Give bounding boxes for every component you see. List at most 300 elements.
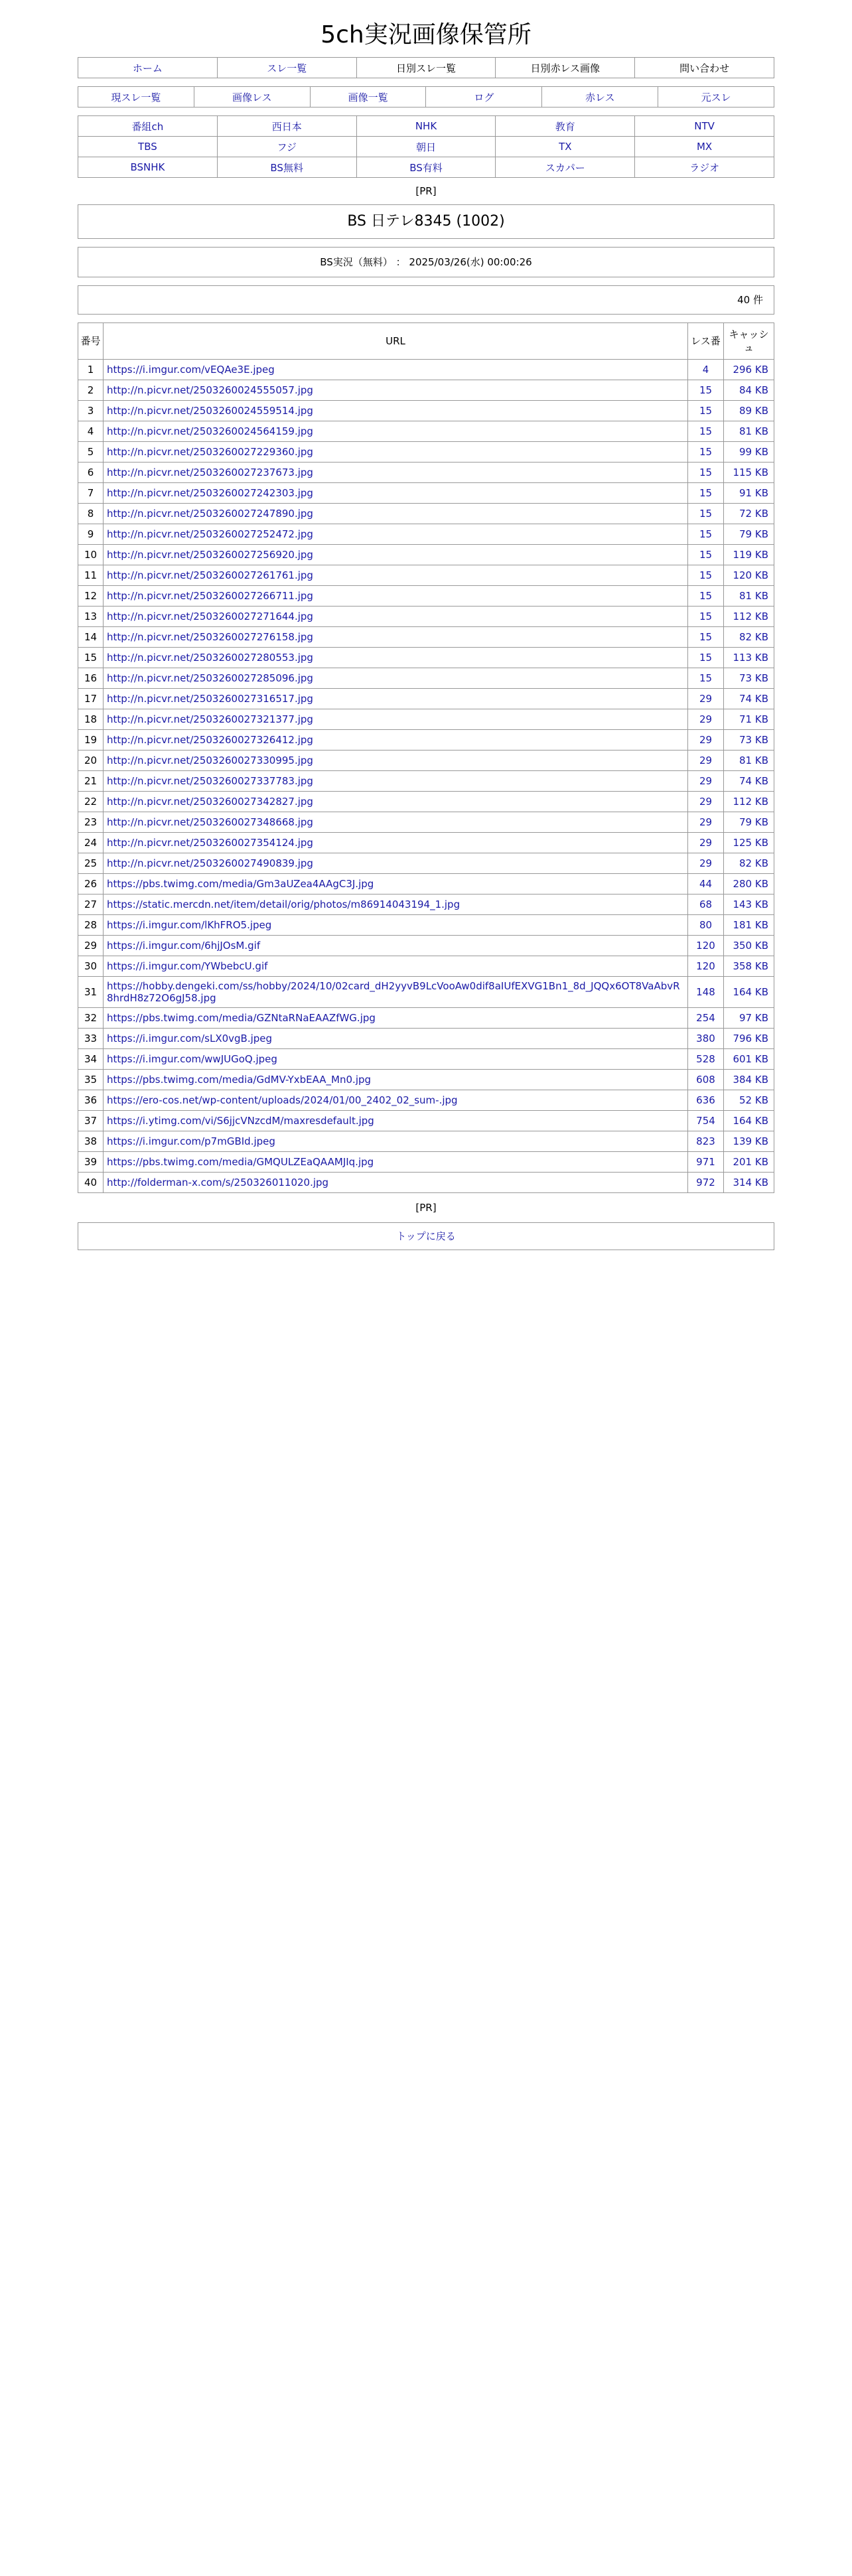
cache-size-link[interactable]: 74 KB — [739, 775, 768, 787]
res-number-link[interactable]: 15 — [699, 528, 713, 540]
image-url-link-cell[interactable] — [104, 709, 688, 730]
table-row — [78, 792, 774, 812]
cache-size-link[interactable]: 181 KB — [733, 919, 768, 931]
res-number-link-cell[interactable] — [688, 956, 724, 977]
cache-size-link-cell[interactable] — [724, 565, 774, 586]
cache-size-link-cell[interactable] — [724, 1049, 774, 1070]
res-number-link-cell[interactable] — [688, 1070, 724, 1090]
cache-size-link-cell[interactable] — [724, 401, 774, 421]
col-url: URL — [104, 323, 688, 360]
res-number-link-cell[interactable] — [688, 1090, 724, 1111]
image-url-link-cell[interactable] — [104, 380, 688, 401]
res-number-link[interactable]: 254 — [696, 1012, 715, 1024]
table-row — [78, 668, 774, 689]
res-number-link[interactable]: 15 — [699, 384, 713, 396]
cache-size-link-cell[interactable] — [724, 936, 774, 956]
image-url-link[interactable]: https://i.imgur.com/sLX0vgB.jpeg — [107, 1033, 273, 1044]
image-url-link[interactable]: http://n.picvr.net/2503260027229360.jpg — [107, 446, 313, 458]
res-number-link-cell[interactable] — [688, 915, 724, 936]
image-url-link[interactable]: http://n.picvr.net/2503260027326412.jpg — [107, 734, 313, 746]
row-number: 18 — [84, 713, 98, 725]
image-url-link[interactable]: https://pbs.twimg.com/media/Gm3aUZea4AAgC3J.jpg — [107, 878, 374, 890]
image-url-link-cell[interactable] — [104, 1173, 688, 1193]
res-number-link-cell[interactable] — [688, 401, 724, 421]
image-url-link-cell[interactable] — [104, 853, 688, 874]
cache-size-link-cell[interactable] — [724, 463, 774, 483]
cache-size-link[interactable]: 82 KB — [739, 631, 768, 643]
res-number-link[interactable]: 15 — [699, 487, 713, 499]
cache-size-link[interactable]: 74 KB — [739, 693, 768, 705]
image-url-link[interactable]: http://n.picvr.net/2503260027342827.jpg — [107, 796, 313, 808]
cache-size-link[interactable]: 358 KB — [733, 960, 768, 972]
res-number-link[interactable]: 29 — [699, 796, 713, 808]
thread-title: BS 日テレ8345 (1002) — [78, 204, 774, 239]
cache-size-link-cell[interactable] — [724, 607, 774, 627]
image-url-link[interactable]: http://n.picvr.net/2503260027261761.jpg — [107, 569, 313, 581]
res-number-link[interactable]: 44 — [699, 878, 713, 890]
image-url-link-cell[interactable] — [104, 1029, 688, 1049]
channel-link[interactable]: TBS — [78, 137, 218, 157]
channel-link[interactable]: 朝日 — [356, 137, 496, 157]
image-url-link-cell[interactable] — [104, 915, 688, 936]
res-number-link-cell[interactable] — [688, 874, 724, 894]
image-url-link[interactable]: https://i.imgur.com/lKhFRO5.jpeg — [107, 919, 272, 931]
res-number-link[interactable]: 15 — [699, 590, 713, 602]
image-url-link[interactable]: https://static.mercdn.net/item/detail/orig/photos/m86914043194_1.jpg — [107, 898, 461, 910]
res-number-link[interactable]: 15 — [699, 466, 713, 478]
cache-size-link[interactable]: 99 KB — [739, 446, 768, 458]
res-number-link[interactable]: 15 — [699, 672, 713, 684]
res-number-link-cell[interactable] — [688, 627, 724, 648]
res-number-link[interactable]: 15 — [699, 569, 713, 581]
channel-link[interactable]: NTV — [635, 116, 774, 137]
image-url-link[interactable]: http://n.picvr.net/2503260027242303.jpg — [107, 487, 313, 499]
image-url-link[interactable]: http://n.picvr.net/2503260024559514.jpg — [107, 405, 313, 417]
cache-size-link-cell[interactable] — [724, 833, 774, 853]
image-url-link-cell[interactable] — [104, 936, 688, 956]
cache-size-link[interactable]: 115 KB — [733, 466, 768, 478]
cache-size-link-cell[interactable] — [724, 586, 774, 607]
image-url-link[interactable]: http://n.picvr.net/2503260027354124.jpg — [107, 837, 313, 849]
nav-red-res[interactable]: 赤レス — [542, 87, 658, 107]
res-number-link[interactable]: 15 — [699, 405, 713, 417]
page-container — [78, 20, 774, 1250]
cache-size-link-cell[interactable] — [724, 524, 774, 545]
res-number-link-cell[interactable] — [688, 792, 724, 812]
image-url-link[interactable]: http://n.picvr.net/2503260027271644.jpg — [107, 610, 313, 622]
row-number-cell — [78, 751, 104, 771]
cache-size-link-cell[interactable] — [724, 709, 774, 730]
nav-current-threads[interactable]: 現スレ一覧 — [78, 87, 194, 107]
cache-size-link-cell[interactable] — [724, 1070, 774, 1090]
channel-link[interactable]: 教育 — [496, 116, 635, 137]
image-url-link[interactable]: https://pbs.twimg.com/media/GZNtaRNaEAAZfWG.jpg — [107, 1012, 376, 1024]
row-number: 11 — [84, 569, 98, 581]
cache-size-link-cell[interactable] — [724, 1111, 774, 1131]
cache-size-link[interactable]: 143 KB — [733, 898, 768, 910]
nav-log[interactable]: ログ — [426, 87, 542, 107]
image-url-link-cell[interactable] — [104, 421, 688, 442]
res-number-link[interactable]: 15 — [699, 549, 713, 561]
channel-link[interactable]: 番組ch — [78, 116, 218, 137]
image-url-link-cell[interactable] — [104, 812, 688, 833]
image-url-link[interactable]: https://pbs.twimg.com/media/GMQULZEaQAAMJIq.jpg — [107, 1156, 374, 1168]
image-url-link-cell[interactable] — [104, 483, 688, 504]
res-number-link-cell[interactable] — [688, 730, 724, 751]
image-url-link-cell[interactable] — [104, 607, 688, 627]
cache-size-link-cell[interactable] — [724, 1131, 774, 1152]
image-url-link[interactable]: http://n.picvr.net/2503260027280553.jpg — [107, 652, 313, 664]
table-row — [78, 956, 774, 977]
image-url-link[interactable]: https://ero-cos.net/wp-content/uploads/2024/01/00_2402_02_sum-.jpg — [107, 1094, 458, 1106]
table-row — [78, 894, 774, 915]
image-url-link[interactable]: https://i.imgur.com/6hjJOsM.gif — [107, 940, 261, 952]
res-number-link[interactable]: 15 — [699, 631, 713, 643]
row-number: 26 — [84, 878, 98, 890]
cache-size-link[interactable]: 113 KB — [733, 652, 768, 664]
res-number-link-cell[interactable] — [688, 565, 724, 586]
cache-size-link-cell[interactable] — [724, 380, 774, 401]
image-url-link[interactable]: http://n.picvr.net/2503260027321377.jpg — [107, 713, 313, 725]
res-number-link[interactable]: 29 — [699, 775, 713, 787]
image-url-link-cell[interactable] — [104, 833, 688, 853]
cache-size-link[interactable]: 164 KB — [733, 986, 768, 998]
image-url-link-cell[interactable] — [104, 1070, 688, 1090]
image-url-link-cell[interactable] — [104, 1152, 688, 1173]
res-number-link-cell[interactable] — [688, 1111, 724, 1131]
image-url-link[interactable]: https://i.ytimg.com/vi/S6jjcVNzcdM/maxresdefault.jpg — [107, 1115, 374, 1127]
image-url-link[interactable]: https://i.imgur.com/p7mGBId.jpeg — [107, 1135, 275, 1147]
row-number: 37 — [84, 1115, 98, 1127]
image-url-link[interactable]: http://n.picvr.net/2503260027316517.jpg — [107, 693, 313, 705]
res-number-link-cell[interactable] — [688, 689, 724, 709]
res-number-link[interactable]: 754 — [696, 1115, 715, 1127]
image-url-link-cell[interactable] — [104, 1049, 688, 1070]
res-number-link-cell[interactable] — [688, 1131, 724, 1152]
cache-size-link-cell[interactable] — [724, 1008, 774, 1029]
res-number-link-cell[interactable] — [688, 442, 724, 463]
row-number-cell — [78, 380, 104, 401]
res-number-link[interactable]: 15 — [699, 610, 713, 622]
cache-size-link-cell[interactable] — [724, 977, 774, 1008]
cache-size-link[interactable]: 79 KB — [739, 816, 768, 828]
cache-size-link[interactable]: 384 KB — [733, 1074, 768, 1086]
image-url-link-cell[interactable] — [104, 668, 688, 689]
image-url-link-cell[interactable] — [104, 504, 688, 524]
image-url-link-cell[interactable] — [104, 586, 688, 607]
image-url-link-cell[interactable] — [104, 565, 688, 586]
image-url-link[interactable]: https://i.imgur.com/YWbebcU.gif — [107, 960, 268, 972]
cache-size-link-cell[interactable] — [724, 483, 774, 504]
cache-size-link[interactable]: 81 KB — [739, 425, 768, 437]
row-number: 27 — [84, 898, 98, 910]
res-number-link-cell[interactable] — [688, 1152, 724, 1173]
cache-size-link[interactable]: 84 KB — [739, 384, 768, 396]
res-number-link-cell[interactable] — [688, 936, 724, 956]
row-number: 1 — [87, 364, 94, 376]
cache-size-link-cell[interactable] — [724, 894, 774, 915]
image-url-link[interactable]: http://n.picvr.net/2503260024555057.jpg — [107, 384, 313, 396]
res-number-link-cell[interactable] — [688, 751, 724, 771]
image-url-link-cell[interactable] — [104, 956, 688, 977]
res-number-link-cell[interactable] — [688, 504, 724, 524]
image-url-link-cell[interactable] — [104, 524, 688, 545]
cache-size-link-cell[interactable] — [724, 442, 774, 463]
cache-size-link[interactable]: 164 KB — [733, 1115, 768, 1127]
res-number-link[interactable]: 971 — [696, 1156, 715, 1168]
image-url-link-cell[interactable] — [104, 977, 688, 1008]
image-url-link-cell[interactable] — [104, 1090, 688, 1111]
image-url-link[interactable]: https://i.imgur.com/wwJUGoQ.jpeg — [107, 1053, 277, 1065]
res-number-link-cell[interactable] — [688, 380, 724, 401]
cache-size-link[interactable]: 601 KB — [733, 1053, 768, 1065]
cache-size-link[interactable]: 125 KB — [733, 837, 768, 849]
cache-size-link[interactable]: 119 KB — [733, 549, 768, 561]
nav-image-list[interactable]: 画像一覧 — [310, 87, 426, 107]
cache-size-link-cell[interactable] — [724, 792, 774, 812]
image-url-link[interactable]: http://n.picvr.net/2503260027276158.jpg — [107, 631, 313, 643]
image-url-link-cell[interactable] — [104, 730, 688, 751]
res-number-link-cell[interactable] — [688, 709, 724, 730]
image-url-link-cell[interactable] — [104, 401, 688, 421]
res-number-link-cell[interactable] — [688, 853, 724, 874]
res-number-link-cell[interactable] — [688, 463, 724, 483]
cache-size-link[interactable]: 201 KB — [733, 1156, 768, 1168]
res-number-link-cell[interactable] — [688, 545, 724, 565]
res-number-link-cell[interactable] — [688, 483, 724, 504]
cache-size-link[interactable]: 296 KB — [733, 364, 768, 376]
channel-link[interactable]: BS無料 — [217, 157, 356, 178]
nav-image-res[interactable]: 画像レス — [194, 87, 310, 107]
cache-size-link[interactable]: 52 KB — [739, 1094, 768, 1106]
cache-size-link-cell[interactable] — [724, 545, 774, 565]
row-number-cell — [78, 771, 104, 792]
cache-size-link[interactable]: 91 KB — [739, 487, 768, 499]
cache-size-link[interactable]: 71 KB — [739, 713, 768, 725]
image-url-link-cell[interactable] — [104, 1111, 688, 1131]
channel-link[interactable]: MX — [635, 137, 774, 157]
cache-size-link-cell[interactable] — [724, 668, 774, 689]
res-number-link[interactable]: 380 — [696, 1033, 715, 1044]
res-number-link-cell[interactable] — [688, 812, 724, 833]
channel-link[interactable]: NHK — [356, 116, 496, 137]
res-number-link[interactable]: 120 — [696, 940, 715, 952]
image-url-link[interactable]: http://n.picvr.net/2503260027247890.jpg — [107, 508, 313, 520]
cache-size-link-cell[interactable] — [724, 1029, 774, 1049]
table-row — [78, 463, 774, 483]
table-row — [78, 751, 774, 771]
back-to-top-button[interactable] — [78, 1222, 774, 1250]
image-url-link[interactable]: http://n.picvr.net/2503260027337783.jpg — [107, 775, 313, 787]
res-number-link-cell[interactable] — [688, 1173, 724, 1193]
nav-original-thread[interactable]: 元スレ — [658, 87, 774, 107]
res-number-link[interactable]: 29 — [699, 734, 713, 746]
cache-size-link[interactable]: 72 KB — [739, 508, 768, 520]
cache-size-link[interactable]: 73 KB — [739, 734, 768, 746]
res-number-link-cell[interactable] — [688, 894, 724, 915]
cache-size-link[interactable]: 97 KB — [739, 1012, 768, 1024]
image-url-link[interactable]: http://n.picvr.net/2503260027237673.jpg — [107, 466, 313, 478]
cache-size-link[interactable]: 112 KB — [733, 610, 768, 622]
row-number: 17 — [84, 693, 98, 705]
cache-size-link-cell[interactable] — [724, 956, 774, 977]
cache-size-link-cell[interactable] — [724, 421, 774, 442]
row-number: 40 — [84, 1177, 98, 1188]
res-number-link-cell[interactable] — [688, 648, 724, 668]
res-number-link[interactable]: 29 — [699, 693, 713, 705]
channel-link[interactable]: TX — [496, 137, 635, 157]
res-number-link[interactable]: 636 — [696, 1094, 715, 1106]
image-url-link[interactable]: http://n.picvr.net/2503260027348668.jpg — [107, 816, 313, 828]
channel-link[interactable]: 西日本 — [217, 116, 356, 137]
table-row — [78, 1173, 774, 1193]
cache-size-link[interactable]: 79 KB — [739, 528, 768, 540]
col-cache: キャッシュ — [724, 323, 774, 360]
cache-size-link-cell[interactable] — [724, 874, 774, 894]
cache-size-link-cell[interactable] — [724, 771, 774, 792]
res-number-link[interactable]: 15 — [699, 425, 713, 437]
image-url-link[interactable]: http://n.picvr.net/2503260027330995.jpg — [107, 754, 313, 766]
res-number-link[interactable]: 80 — [699, 919, 713, 931]
res-number-link[interactable]: 29 — [699, 837, 713, 849]
channel-link[interactable]: BSNHK — [78, 157, 218, 178]
image-url-link[interactable]: https://pbs.twimg.com/media/GdMV-YxbEAA_Mn0.jpg — [107, 1074, 372, 1086]
res-number-link[interactable]: 15 — [699, 508, 713, 520]
image-url-link[interactable]: http://n.picvr.net/2503260027252472.jpg — [107, 528, 313, 540]
res-number-link-cell[interactable] — [688, 977, 724, 1008]
res-number-link[interactable]: 972 — [696, 1177, 715, 1188]
row-number-cell — [78, 1049, 104, 1070]
image-url-link[interactable]: http://n.picvr.net/2503260027266711.jpg — [107, 590, 313, 602]
image-url-link[interactable]: http://folderman-x.com/s/250326011020.jpg — [107, 1177, 329, 1188]
res-number-link-cell[interactable] — [688, 1008, 724, 1029]
res-number-link-cell[interactable] — [688, 360, 724, 380]
image-url-link[interactable]: https://hobby.dengeki.com/ss/hobby/2024/10/02card_dH2yyvB9LcVooAw0dif8aIUfEXVG1Bn1_8d_JQQx6OT8VaAbvR8hrdH8z72O6gJ58.jpg — [107, 980, 680, 1004]
image-url-link-cell[interactable] — [104, 771, 688, 792]
image-url-link-cell[interactable] — [104, 792, 688, 812]
nav-thread-list[interactable]: スレ一覧 — [217, 58, 356, 78]
cache-size-link[interactable]: 796 KB — [733, 1033, 768, 1044]
res-number-link[interactable]: 68 — [699, 898, 713, 910]
image-url-link-cell[interactable] — [104, 689, 688, 709]
res-number-link-cell[interactable] — [688, 586, 724, 607]
thread-meta — [78, 247, 774, 277]
cache-size-link[interactable]: 314 KB — [733, 1177, 768, 1188]
channel-link[interactable]: フジ — [217, 137, 356, 157]
res-number-link-cell[interactable] — [688, 1029, 724, 1049]
cache-size-link[interactable]: 89 KB — [739, 405, 768, 417]
res-number-link-cell[interactable] — [688, 833, 724, 853]
res-number-link[interactable]: 608 — [696, 1074, 715, 1086]
image-url-link[interactable]: http://n.picvr.net/2503260027285096.jpg — [107, 672, 313, 684]
res-number-link[interactable]: 15 — [699, 446, 713, 458]
cache-size-link-cell[interactable] — [724, 915, 774, 936]
res-number-link[interactable]: 528 — [696, 1053, 715, 1065]
res-number-link-cell[interactable] — [688, 771, 724, 792]
row-number-cell — [78, 483, 104, 504]
cache-size-link-cell[interactable] — [724, 1152, 774, 1173]
cache-size-link-cell[interactable] — [724, 360, 774, 380]
cache-size-link-cell[interactable] — [724, 812, 774, 833]
image-url-link[interactable]: http://n.picvr.net/2503260027256920.jpg — [107, 549, 313, 561]
cache-size-link-cell[interactable] — [724, 751, 774, 771]
cache-size-link[interactable]: 350 KB — [733, 940, 768, 952]
image-url-link-cell[interactable] — [104, 360, 688, 380]
row-number: 9 — [87, 528, 94, 540]
cache-size-link[interactable]: 139 KB — [733, 1135, 768, 1147]
image-url-link-cell[interactable] — [104, 894, 688, 915]
image-url-link-cell[interactable] — [104, 1131, 688, 1152]
cache-size-link[interactable]: 81 KB — [739, 754, 768, 766]
image-url-link-cell[interactable] — [104, 874, 688, 894]
channel-link[interactable]: ラジオ — [635, 157, 774, 178]
row-number-cell — [78, 1070, 104, 1090]
res-number-link[interactable]: 148 — [696, 986, 715, 998]
image-url-link-cell[interactable] — [104, 627, 688, 648]
cache-size-link-cell[interactable] — [724, 730, 774, 751]
row-number: 23 — [84, 816, 98, 828]
res-number-link-cell[interactable] — [688, 524, 724, 545]
row-number-cell — [78, 421, 104, 442]
image-url-link-cell[interactable] — [104, 463, 688, 483]
image-url-link-cell[interactable] — [104, 1008, 688, 1029]
res-number-link-cell[interactable] — [688, 1049, 724, 1070]
row-number-cell — [78, 915, 104, 936]
row-number-cell — [78, 936, 104, 956]
cache-size-link-cell[interactable] — [724, 853, 774, 874]
image-url-link[interactable]: http://n.picvr.net/2503260024564159.jpg — [107, 425, 313, 437]
row-number-cell — [78, 853, 104, 874]
image-url-link[interactable]: http://n.picvr.net/2503260027490839.jpg — [107, 857, 313, 869]
image-url-link-cell[interactable] — [104, 545, 688, 565]
cache-size-link[interactable]: 81 KB — [739, 590, 768, 602]
res-number-link[interactable]: 120 — [696, 960, 715, 972]
channel-link[interactable]: スカパー — [496, 157, 635, 178]
row-number-cell — [78, 607, 104, 627]
cache-size-link-cell[interactable] — [724, 689, 774, 709]
image-url-link-cell[interactable] — [104, 751, 688, 771]
cache-size-link[interactable]: 120 KB — [733, 569, 768, 581]
cache-size-link-cell[interactable] — [724, 648, 774, 668]
cache-size-link-cell[interactable] — [724, 1173, 774, 1193]
res-number-link[interactable]: 15 — [699, 652, 713, 664]
res-number-link[interactable]: 823 — [696, 1135, 715, 1147]
res-number-link[interactable]: 29 — [699, 816, 713, 828]
back-to-top-link[interactable]: トップに戻る — [396, 1230, 456, 1242]
cache-size-link[interactable]: 280 KB — [733, 878, 768, 890]
res-number-link-cell[interactable] — [688, 421, 724, 442]
res-number-link-cell[interactable] — [688, 668, 724, 689]
image-url-link-cell[interactable] — [104, 648, 688, 668]
res-number-link-cell[interactable] — [688, 607, 724, 627]
res-number-link[interactable]: 29 — [699, 857, 713, 869]
channel-link[interactable]: BS有料 — [356, 157, 496, 178]
image-url-link-cell[interactable] — [104, 442, 688, 463]
cache-size-link-cell[interactable] — [724, 627, 774, 648]
cache-size-link[interactable]: 73 KB — [739, 672, 768, 684]
nav-home[interactable]: ホーム — [78, 58, 218, 78]
row-number-cell — [78, 1131, 104, 1152]
res-number-link[interactable]: 4 — [702, 364, 709, 376]
row-number: 30 — [84, 960, 98, 972]
res-number-link[interactable]: 29 — [699, 713, 713, 725]
cache-size-link-cell[interactable] — [724, 1090, 774, 1111]
cache-size-link[interactable]: 82 KB — [739, 857, 768, 869]
cache-size-link-cell[interactable] — [724, 504, 774, 524]
image-url-link[interactable]: https://i.imgur.com/vEQAe3E.jpeg — [107, 364, 275, 376]
res-number-link[interactable]: 29 — [699, 754, 713, 766]
cache-size-link[interactable]: 112 KB — [733, 796, 768, 808]
